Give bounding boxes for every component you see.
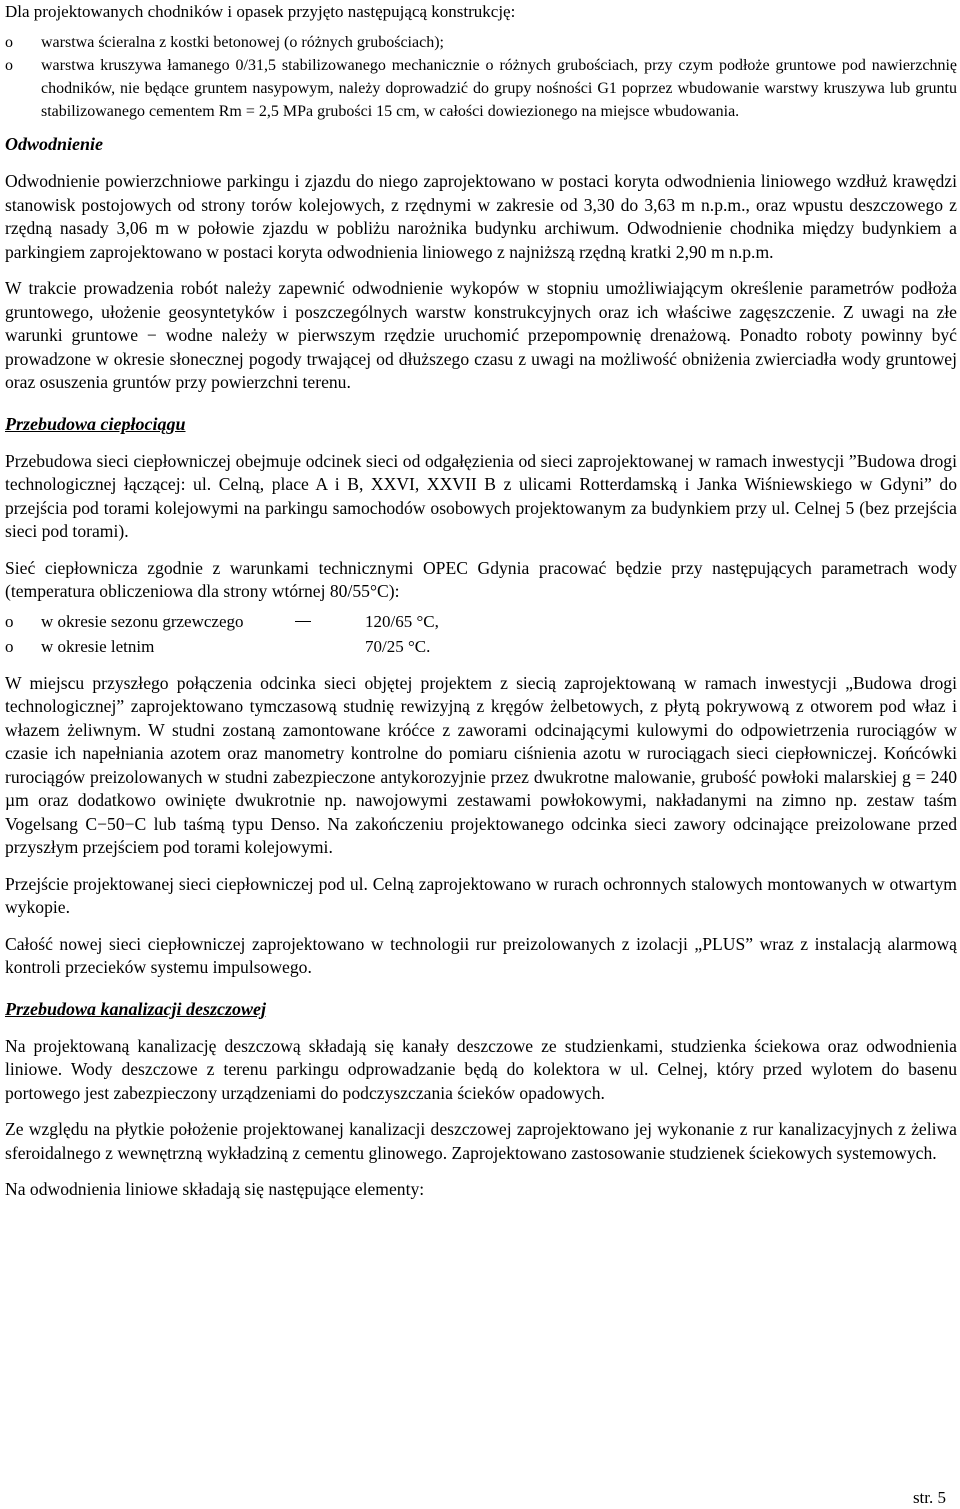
list-item	[5, 31, 957, 54]
list-item	[5, 634, 957, 659]
list-item-text: warstwa ścieralna z kostki betonowej (o różnych grubościach);	[41, 34, 444, 51]
paragraph: W trakcie prowadzenia robót należy zapewnić odwodnienie wykopów w stopniu umożliwiającym określenie parametrów podłoża gruntowego, ułożenie geosyntetyków i poszczególnych warstw konstrukcyjnych oraz ich właściwe zagęszczenie. Z uwagi na złe warunki gruntowe − wodne należy w pierwszym rzędzie uruchomić przepompownię drenażową. Ponadto roboty powinny być prowadzone w okresie słonecznej pogody trwającej od dłuższego czasu z uwagi na możliwość obniżenia zwierciadła wody gruntowej oraz osuszenia gruntów przy powierzchni terenu.	[5, 278, 957, 392]
paragraph: Przebudowa sieci ciepłowniczej obejmuje odcinek sieci od odgałęzienia od sieci zaprojektowanej w ramach inwestycji ”Budowa drogi technologicznej łączącej: ul. Celną, place A i B, XXVI, XXVII B z ulicami Rotterdamską i Janka Wiśniewskiego w Gdyni” do przejścia pod torami kolejowymi na parkingu samochodów osobowych projektowanym za budynkiem przy ul. Celnej 5 (bez przejścia sieci pod torami).	[5, 450, 957, 541]
temperature-list	[5, 609, 957, 659]
temperature-label: w okresie sezonu grzewczego	[41, 611, 244, 631]
bullet-icon: o	[5, 34, 13, 51]
temperature-value: 120/65 °C,	[365, 611, 439, 631]
paragraph: Całość nowej sieci ciepłowniczej zaprojektowano w technologii rur preizolowanych z izolacji „PLUS” wraz z instalacją alarmową kontroli przecieków systemu impulsowego.	[5, 933, 957, 977]
section-heading-odwodnienie: Odwodnienie	[5, 134, 104, 154]
temperature-value: 70/25 °C.	[365, 636, 431, 656]
temperature-label: w okresie letnim	[41, 636, 155, 656]
paragraph: Ze względu na płytkie położenie projektowanej kanalizacji deszczowej zaprojektowano jej wykonanie z rur kanalizacyjnych z żeliwa sferoidalnego z wewnętrzną wykładziną z cementu glinowego. Zaprojektowano zastosowanie studzienek ściekowych systemowych.	[5, 1119, 957, 1163]
intro-text: Dla projektowanych chodników i opasek przyjęto następującą konstrukcję:	[5, 2, 516, 21]
paragraph: Odwodnienie powierzchniowe parkingu i zjazdu do niego zaprojektowano w postaci koryta odwodnienia liniowego wzdłuż krawędzi stanowisk postojowych od strony torów kolejowych, z rzędnymi w zakresie od 3,30 do 3,63 m n.p.m., oraz wpustu deszczowego z rzędną nasady 3,06 m w połowie zjazdu w pobliżu narożnika budynku archiwum. Odwodnienie chodnika między budynkiem a parkingiem zaprojektowano w postaci koryta odwodnienia liniowego z najniższą rzędną kratki 2,90 m n.p.m.	[5, 171, 957, 262]
paragraph: Przejście projektowanej sieci ciepłowniczej pod ul. Celną zaprojektowano w rurach ochronnych stalowych montowanych w otwartym wykopie.	[5, 873, 957, 917]
bullet-icon: o	[5, 57, 13, 74]
paragraph: Na projektowaną kanalizację deszczową składają się kanały deszczowe ze studzienkami, studzienka ściekowa oraz odwodnienia liniowe. Wody deszczowe z terenu parkingu odprowadzanie będą do kolektora w ul. Celnej, który przed wylotem do basenu portowego jest zabezpieczony urządzeniami do podczyszczania ścieków opadowych.	[5, 1035, 957, 1103]
list-item	[5, 54, 957, 123]
bullet-icon: o	[5, 636, 14, 656]
section-heading-cieplociag: Przebudowa ciepłociągu	[5, 413, 186, 434]
dash-icon	[295, 621, 311, 622]
construction-list	[5, 31, 957, 123]
list-item	[5, 609, 957, 634]
document-page	[5, 0, 957, 1509]
section-heading-kanalizacja: Przebudowa kanalizacji deszczowej	[5, 998, 267, 1019]
paragraph: W miejscu przyszłego połączenia odcinka sieci objętej projektem z siecią zaprojektowaną w ramach inwestycji „Budowa drogi technologicznej” zaprojektowano tymczasową studnię rewizyjną z kręgów żelbetowych, z płytą pokrywową z otworem pod właz i włazem żeliwnym. W studni zostaną zamontowane króćce z zaworami odcinającymi kulowymi do odpowietrzenia rurociągów w czasie ich napełniania azotem oraz manometry kontrolne do pomiaru ciśnienia azotu w rurociągach sieci ciepłowniczej. Końcówki rurociągów preizolowanych w studni zabezpieczone antykorozyjnie przez dwukrotne malowanie, grubość powłoki malarskiej g = 240 µm oraz dodatkowo owinięte dwukrotnie np. nawojowymi zestawami powłokowymi, nakładanymi na zimno np. zestaw taśm Vogelsang C−50−C lub taśmą typu Denso. Na zakończeniu projektowanego odcinka sieci zawory odcinające preizolowane przed przyszłym przejściem pod torami kolejowymi.	[5, 672, 957, 857]
list-item-text: warstwa kruszywa łamanego 0/31,5 stabilizowanego mechanicznie o różnych grubościach, przy czym podłoże gruntowe pod nawierzchnię chodników, nie będące gruntem nasypowym, należy doprowadzić do grupy nośności G1 poprzez wbudowanie warstwy kruszywa lub gruntu stabilizowanego cementem Rm = 2,5 MPa grubości 15 cm, w całości dowiezionego na miejsce wbudowania.	[41, 57, 957, 120]
page-number: str. 5	[912, 1488, 946, 1507]
paragraph: Sieć ciepłownicza zgodnie z warunkami technicznymi OPEC Gdynia pracować będzie przy następujących parametrach wody (temperatura obliczeniowa dla strony wtórnej 80/55°C):	[5, 557, 957, 601]
bullet-icon: o	[5, 611, 14, 631]
paragraph: Na odwodnienia liniowe składają się następujące elementy:	[5, 1179, 425, 1199]
